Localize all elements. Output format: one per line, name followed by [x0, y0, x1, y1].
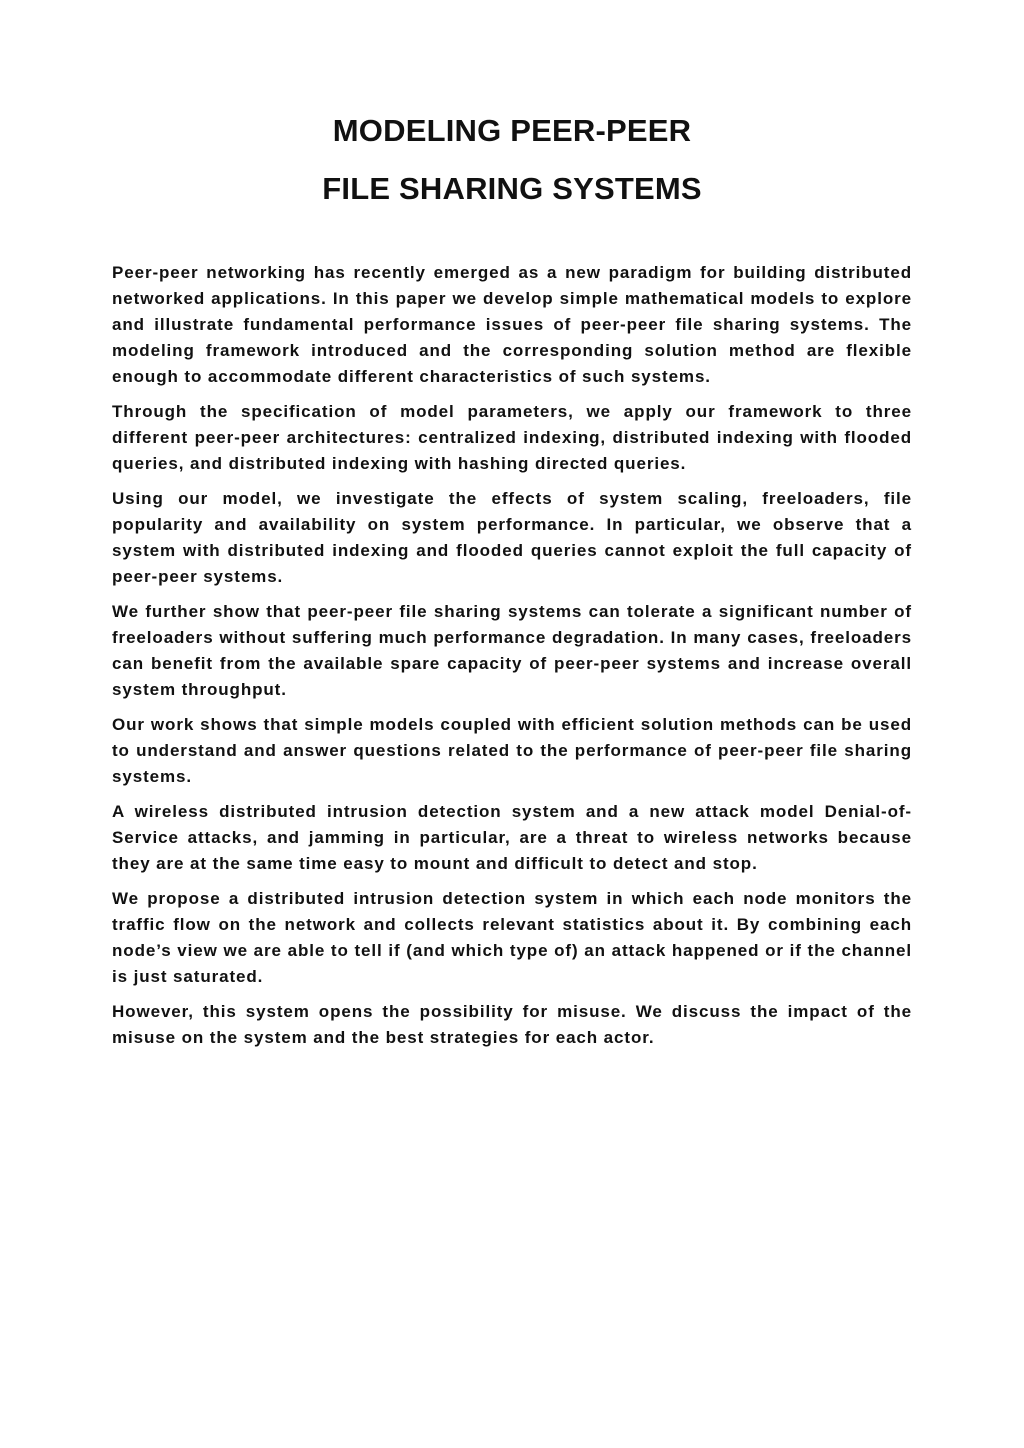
page-title-line-2: FILE SHARING SYSTEMS — [322, 171, 702, 206]
page-title-line-1: MODELING PEER-PEER — [332, 113, 692, 148]
paragraph-6: A wireless distributed intrusion detection system and a new attack model Denial-of-Service attacks, and jamming in particular, are a threat to wireless networks because they are at the same time easy to mount and difficult to detect and stop. — [112, 802, 912, 873]
paragraph-3: Using our model, we investigate the effects of system scaling, freeloaders, file popularity and availability on system performance. In particular, we observe that a system with distributed indexing and flooded queries cannot exploit the full capacity of peer-peer systems. — [112, 489, 912, 586]
body-text — [112, 260, 912, 1060]
paragraph-5: Our work shows that simple models coupled with efficient solution methods can be used to understand and answer questions related to the performance of peer-peer file sharing systems. — [112, 715, 912, 786]
paragraph-8: However, this system opens the possibility for misuse. We discuss the impact of the misuse on the system and the best strategies for each actor. — [112, 1002, 912, 1047]
title-block — [0, 112, 1024, 228]
paragraph-2: Through the specification of model parameters, we apply our framework to three different peer-peer architectures: centralized indexing, distributed indexing with flooded queries, and distributed indexing with hashing directed queries. — [112, 402, 912, 473]
paragraph-7: We propose a distributed intrusion detection system in which each node monitors the traffic flow on the network and collects relevant statistics about it. By combining each node’s view we are able to tell if (and which type of) an attack happened or if the channel is just saturated. — [112, 889, 912, 986]
paragraph-1: Peer-peer networking has recently emerged as a new paradigm for building distributed networked applications. In this paper we develop simple mathematical models to explore and illustrate fundamental performance issues of peer-peer file sharing systems. The modeling framework introduced and the corresponding solution method are flexible enough to accommodate different characteristics of such systems. — [112, 263, 912, 386]
paragraph-4: We further show that peer-peer file sharing systems can tolerate a significant number of freeloaders without suffering much performance degradation. In many cases, freeloaders can benefit from the available spare capacity of peer-peer systems and increase overall system throughput. — [112, 602, 912, 699]
